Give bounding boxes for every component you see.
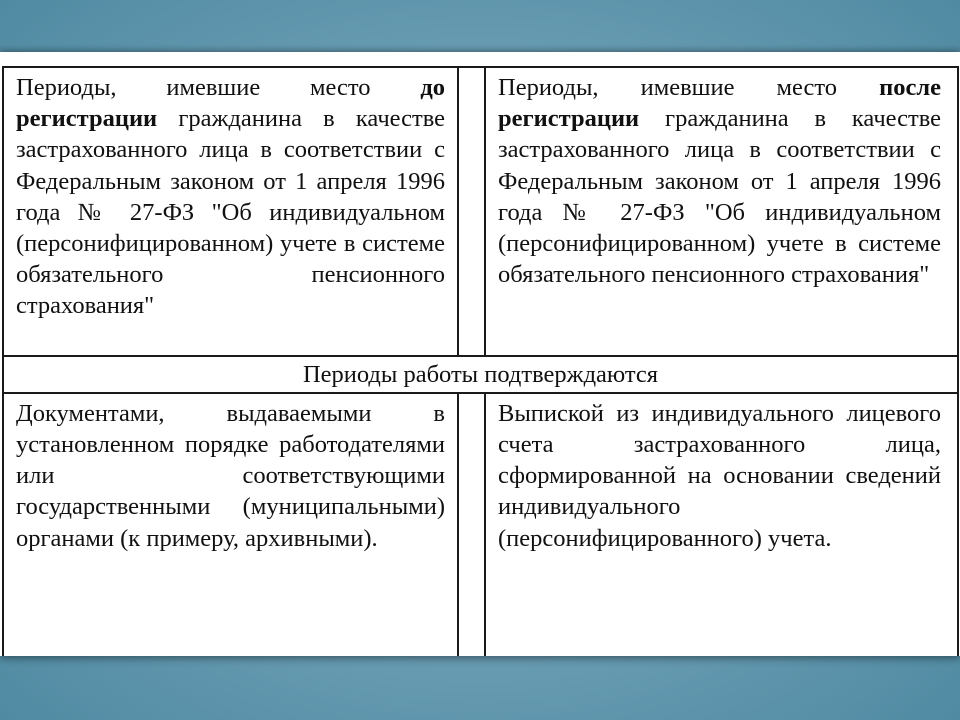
cell-spacer-top [458,67,485,356]
cell-account-extract [485,393,958,656]
after-text-start: Периоды, имевшие место [498,74,880,101]
account-extract-text: Выпиской из индивидуального лицевого счета застрахованного лица, сформированной на основании сведений индивидуального (персонифицированного) учета. [498,399,941,552]
after-bold-term: после регистрации [498,74,941,133]
work-periods-header: Периоды работы подтверждаются [3,356,958,392]
cell-after-registration [485,67,958,356]
table-row-header [3,356,958,392]
after-text-rest: гражданина в качестве застрахованного лица в соответствии с Федеральным законом от 1 апреля 1996 года № 27-ФЗ "Об индивидуальном (персонифицированном) учете в системе обязательного пенсионного страхования" [498,105,941,289]
table-row-confirmation [3,393,958,656]
slide-frame [0,52,960,656]
cell-spacer-bottom [458,393,485,656]
cell-before-registration [3,67,458,356]
cell-documents [3,393,458,656]
comparison-table [2,66,959,656]
documents-text: Документами, выдаваемыми в установленном порядке работодателями или соответствующими государственными (муниципальными) органами (к примеру, архивными). [16,399,445,552]
before-text-rest: гражданина в качестве застрахованного лица в соответствии с Федеральным законом от 1 апреля 1996 года № 27-ФЗ "Об индивидуальном (персонифицированном) учете в системе обязательного пенсионного страхования" [16,105,445,320]
before-text-start: Периоды, имевшие место [16,74,421,101]
table-row-periods [3,67,958,356]
before-bold-term: до регистрации [16,74,445,133]
